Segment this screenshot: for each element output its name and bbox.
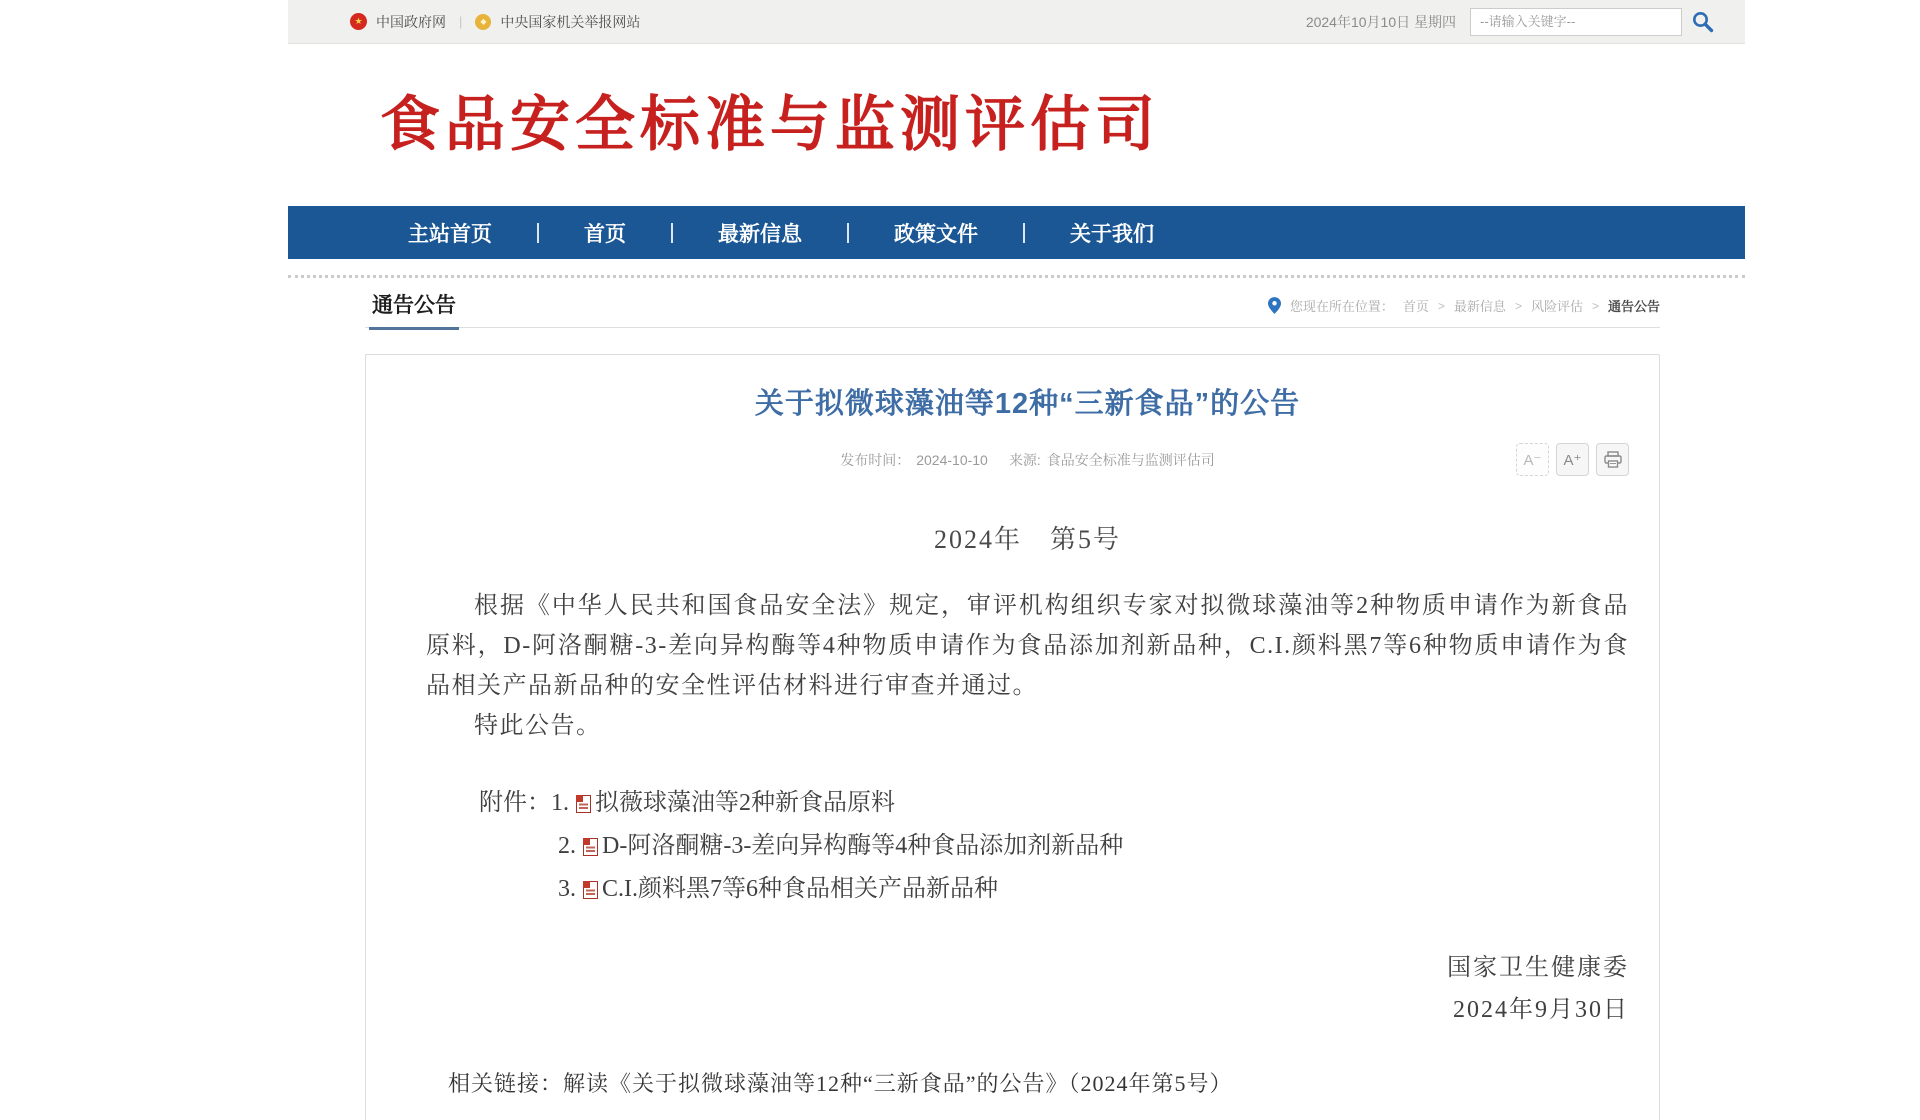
attachment-text: 拟薇球藻油等2种新食品原料 xyxy=(595,790,895,816)
publish-time-value: 2024-10-10 xyxy=(916,452,988,468)
print-button[interactable] xyxy=(1596,443,1629,476)
search-button[interactable] xyxy=(1691,10,1715,34)
topbar-right xyxy=(1306,8,1715,36)
doc-file-icon xyxy=(583,838,598,856)
breadcrumb-prefix: 您现在所在位置： xyxy=(1289,299,1394,314)
article-title: 关于拟微球藻油等12种“三新食品”的公告 xyxy=(754,388,1301,420)
search-icon xyxy=(1691,10,1715,34)
article-meta-row xyxy=(426,443,1629,477)
attachment-row xyxy=(558,825,1629,868)
related-links xyxy=(426,1067,1629,1098)
nav-separator xyxy=(671,223,673,243)
article-body xyxy=(426,586,1629,746)
section-title: 通告公告 xyxy=(369,289,459,330)
nav-separator xyxy=(537,223,539,243)
attachment-text: C.I.颜料黑7等6种食品相关产品新品种 xyxy=(602,876,998,902)
attachment-row xyxy=(558,868,1629,911)
page xyxy=(288,0,1745,1120)
nav-item-home[interactable]: 首页 xyxy=(584,222,626,246)
section-rule xyxy=(365,327,1660,328)
attachment-number: 3. xyxy=(558,876,576,902)
breadcrumb-separator: > xyxy=(1437,298,1445,313)
source-value: 食品安全标准与监测评估司 xyxy=(1046,452,1215,468)
attachments xyxy=(426,782,1629,911)
font-larger-button[interactable]: A⁺ xyxy=(1556,443,1589,476)
nav-item-main-home[interactable]: 主站首页 xyxy=(408,222,492,246)
nav-item-policy-files[interactable]: 政策文件 xyxy=(894,222,978,246)
body-paragraph: 根据《中华人民共和国食品安全法》规定，审评机构组织专家对拟微球藻油等2种物质申请作为新食品原料，D-阿洛酮糖-3-差向异构酶等4种物质申请作为食品添加剂新品种，C.I.颜料黑7等6种物质申请作为食品相关产品新品种的安全性评估材料进行审查并通过。 xyxy=(426,593,1629,699)
attachment-number: 2. xyxy=(558,833,576,859)
printer-icon xyxy=(1604,451,1622,468)
breadcrumb xyxy=(1268,296,1660,315)
body-paragraph: 特此公告。 xyxy=(474,713,602,739)
topbar-separator: | xyxy=(459,14,463,29)
attachment-link-1[interactable] xyxy=(576,782,895,825)
doc-file-icon xyxy=(583,881,598,899)
breadcrumb-separator: > xyxy=(1591,298,1599,313)
section-row xyxy=(365,292,1660,328)
attachment-text: D-阿洛酮糖-3-差向异构酶等4种食品添加剂新品种 xyxy=(602,833,1124,859)
signature-date: 2024年9月30日 xyxy=(1453,997,1629,1023)
location-pin-icon xyxy=(1268,297,1281,314)
font-smaller-button[interactable]: A⁻ xyxy=(1516,443,1549,476)
search-input[interactable] xyxy=(1470,8,1682,36)
breadcrumb-latest-news[interactable]: 最新信息 xyxy=(1453,299,1506,314)
signature-block xyxy=(426,947,1629,1031)
breadcrumb-separator: > xyxy=(1514,298,1522,313)
nav-item-about-us[interactable]: 关于我们 xyxy=(1070,222,1154,246)
breadcrumb-current: 通告公告 xyxy=(1607,299,1660,314)
article-card xyxy=(365,354,1660,1120)
breadcrumb-risk-assessment[interactable]: 风险评估 xyxy=(1530,299,1583,314)
document-number: 2024年 第5号 xyxy=(933,525,1121,554)
attachment-link-2[interactable] xyxy=(583,825,1123,868)
nav-separator xyxy=(847,223,849,243)
search-box xyxy=(1470,8,1715,36)
dotted-divider xyxy=(288,275,1745,278)
source-label: 来源: xyxy=(1008,452,1041,468)
topbar-links xyxy=(350,12,640,32)
site-title: 食品安全标准与监测评估司 xyxy=(380,91,1160,158)
attachment-number: 1. xyxy=(551,790,569,816)
breadcrumb-home[interactable]: 首页 xyxy=(1402,299,1429,314)
related-link[interactable]: 解读《关于拟微球藻油等12种“三新食品”的公告》（2024年第5号） xyxy=(563,1071,1233,1096)
article-meta xyxy=(426,443,1629,477)
top-utility-bar xyxy=(288,0,1745,44)
attachment-row xyxy=(479,782,1629,825)
link-report-site[interactable]: 中央国家机关举报网站 xyxy=(500,13,641,30)
gov-emblem-icon xyxy=(350,13,367,30)
publish-time-label: 发布时间： xyxy=(840,452,911,468)
doc-file-icon xyxy=(576,795,591,813)
attachments-label: 附件： xyxy=(479,790,551,816)
current-date: 2024年10月10日 星期四 xyxy=(1305,13,1456,30)
signature-org: 国家卫生健康委 xyxy=(1447,955,1629,981)
nav-separator xyxy=(1023,223,1025,243)
nav-item-latest-news[interactable]: 最新信息 xyxy=(718,222,802,246)
report-badge-icon xyxy=(475,14,491,30)
link-gov-site[interactable]: 中国政府网 xyxy=(376,13,446,30)
article-tools xyxy=(1516,443,1629,476)
main-navbar xyxy=(288,206,1745,259)
site-header xyxy=(288,44,1745,206)
related-label: 相关链接： xyxy=(448,1071,564,1096)
attachment-link-3[interactable] xyxy=(583,868,998,911)
